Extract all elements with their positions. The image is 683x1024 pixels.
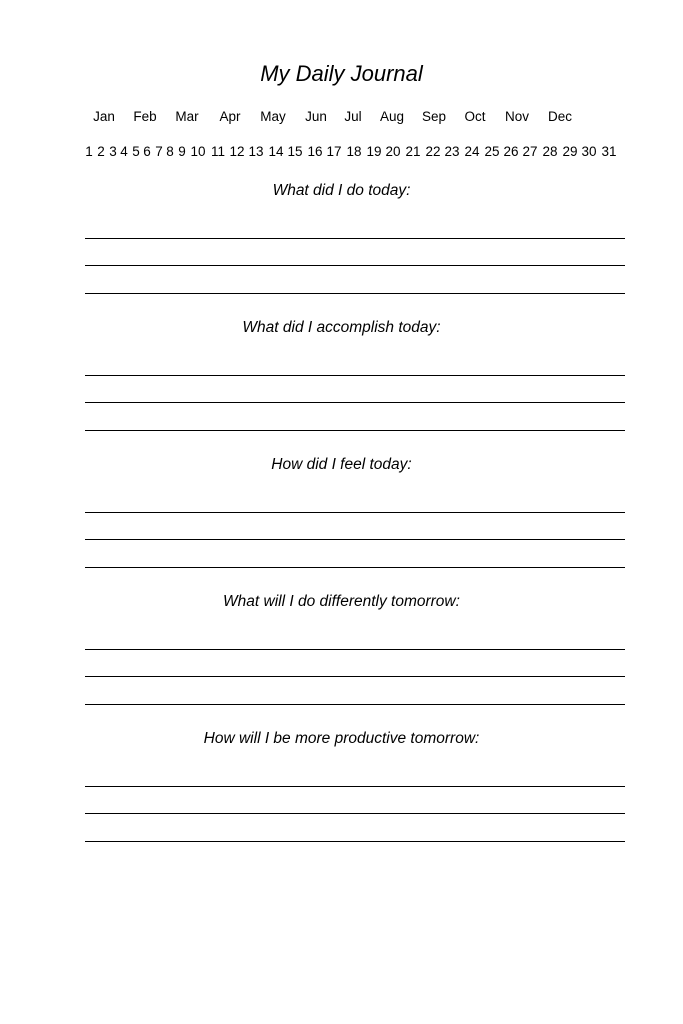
day-row xyxy=(0,143,683,163)
journal-section xyxy=(0,592,683,612)
day-option[interactable]: 16 xyxy=(307,144,323,159)
day-option[interactable]: 13 xyxy=(248,144,264,159)
day-option[interactable]: 30 xyxy=(581,144,597,159)
day-option[interactable]: 24 xyxy=(464,144,480,159)
writing-line[interactable] xyxy=(85,676,625,677)
month-option[interactable]: Nov xyxy=(504,109,530,124)
day-option[interactable]: 27 xyxy=(522,144,538,159)
day-option[interactable]: 11 xyxy=(210,144,226,159)
day-option[interactable]: 2 xyxy=(97,144,105,159)
day-option[interactable]: 26 xyxy=(503,144,519,159)
month-option[interactable]: Oct xyxy=(464,109,486,124)
day-option[interactable]: 22 xyxy=(425,144,441,159)
writing-line[interactable] xyxy=(85,649,625,650)
month-option[interactable]: Dec xyxy=(547,109,573,124)
month-option[interactable]: Aug xyxy=(379,109,405,124)
section-question: What did I do today: xyxy=(272,182,411,199)
writing-line[interactable] xyxy=(85,430,625,431)
day-option[interactable]: 21 xyxy=(405,144,421,159)
journal-section xyxy=(0,455,683,475)
month-option[interactable]: May xyxy=(260,109,286,124)
day-option[interactable]: 1 xyxy=(85,144,93,159)
day-option[interactable]: 3 xyxy=(109,144,117,159)
writing-line[interactable] xyxy=(85,813,625,814)
day-option[interactable]: 4 xyxy=(120,144,128,159)
month-option[interactable]: Apr xyxy=(219,109,241,124)
writing-line[interactable] xyxy=(85,704,625,705)
section-question: What will I do differently tomorrow: xyxy=(223,593,460,610)
day-option[interactable]: 25 xyxy=(484,144,500,159)
section-question: How did I feel today: xyxy=(271,456,412,473)
day-option[interactable]: 20 xyxy=(385,144,401,159)
month-row xyxy=(0,108,683,128)
day-option[interactable]: 9 xyxy=(178,144,186,159)
writing-line[interactable] xyxy=(85,293,625,294)
day-option[interactable]: 10 xyxy=(190,144,206,159)
writing-line[interactable] xyxy=(85,402,625,403)
writing-line[interactable] xyxy=(85,512,625,513)
day-option[interactable]: 6 xyxy=(143,144,151,159)
day-option[interactable]: 29 xyxy=(562,144,578,159)
section-question: What did I accomplish today: xyxy=(242,319,441,336)
month-option[interactable]: Mar xyxy=(175,109,199,124)
day-option[interactable]: 7 xyxy=(155,144,163,159)
writing-line[interactable] xyxy=(85,265,625,266)
day-option[interactable]: 18 xyxy=(346,144,362,159)
writing-line[interactable] xyxy=(85,539,625,540)
month-option[interactable]: Feb xyxy=(133,109,157,124)
journal-section xyxy=(0,181,683,201)
writing-line[interactable] xyxy=(85,238,625,239)
month-option[interactable]: Jul xyxy=(344,109,362,124)
day-option[interactable]: 5 xyxy=(132,144,140,159)
day-option[interactable]: 23 xyxy=(444,144,460,159)
writing-line[interactable] xyxy=(85,375,625,376)
writing-line[interactable] xyxy=(85,786,625,787)
day-option[interactable]: 28 xyxy=(542,144,558,159)
month-option[interactable]: Sep xyxy=(421,109,447,124)
writing-line[interactable] xyxy=(85,567,625,568)
day-option[interactable]: 17 xyxy=(326,144,342,159)
month-option[interactable]: Jun xyxy=(305,109,327,124)
day-option[interactable]: 14 xyxy=(268,144,284,159)
section-question: How will I be more productive tomorrow: xyxy=(203,730,480,747)
day-option[interactable]: 15 xyxy=(287,144,303,159)
day-option[interactable]: 31 xyxy=(601,144,617,159)
month-option[interactable]: Jan xyxy=(93,109,115,124)
page-title: My Daily Journal xyxy=(260,61,423,86)
journal-section xyxy=(0,729,683,749)
day-option[interactable]: 19 xyxy=(366,144,382,159)
writing-line[interactable] xyxy=(85,841,625,842)
journal-section xyxy=(0,318,683,338)
day-option[interactable]: 8 xyxy=(166,144,174,159)
day-option[interactable]: 12 xyxy=(229,144,245,159)
